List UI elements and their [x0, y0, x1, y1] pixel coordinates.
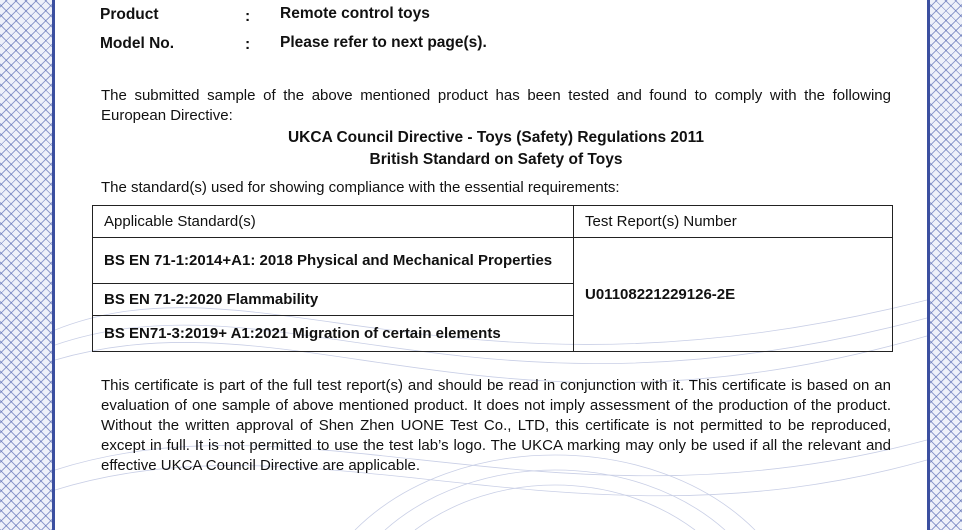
product-colon: : — [245, 8, 251, 25]
border-rule-right — [927, 0, 930, 530]
model-value: Please refer to next page(s). — [280, 34, 487, 51]
standard-en71-1: BS EN 71-1:2014+A1: 2018 Physical and Mechanical Properties — [93, 238, 574, 284]
directive-subtitle: British Standard on Safety of Toys — [369, 151, 623, 168]
model-colon: : — [245, 36, 251, 53]
table-header-row — [93, 206, 893, 238]
product-value: Remote control toys — [280, 5, 430, 22]
report-number: U01108221229126-2E — [574, 238, 893, 352]
table-row — [93, 238, 893, 284]
intro-text: The submitted sample of the above mentioned product has been tested and found to comply with the following European Directive: — [101, 87, 891, 124]
decorative-border-left — [0, 0, 52, 530]
standards-intro-text: The standard(s) used for showing compliance with the essential requirements: — [101, 179, 620, 196]
directive-title: UKCA Council Directive - Toys (Safety) Regulations 2011 — [287, 129, 705, 146]
certificate-page — [55, 0, 927, 530]
disclaimer-text: This certificate is part of the full test report(s) and should be read in conjunction with it. This certificate is based on an evaluation of one sample of above mentioned product. It does not imply assessment of the production of the product. Without the written approval of Shen Zhen UONE Test Co., LTD, this certificate is not permitted to be reproduced, except in full. It is not permitted to use the test lab’s logo. The UKCA marking may only be used if all the relevant and effective UKCA Council Directive are applicable. — [101, 377, 891, 474]
standard-en71-3: BS EN71-3:2019+ A1:2021 Migration of certain elements — [93, 316, 574, 352]
decorative-border-right — [930, 0, 962, 530]
model-label: Model No. — [100, 35, 175, 52]
standard-en71-2: BS EN 71-2:2020 Flammability — [93, 284, 574, 316]
header-test-report-number: Test Report(s) Number — [574, 206, 893, 238]
header-applicable-standards: Applicable Standard(s) — [93, 206, 574, 238]
standards-table — [92, 205, 893, 352]
product-label: Product — [100, 6, 159, 23]
